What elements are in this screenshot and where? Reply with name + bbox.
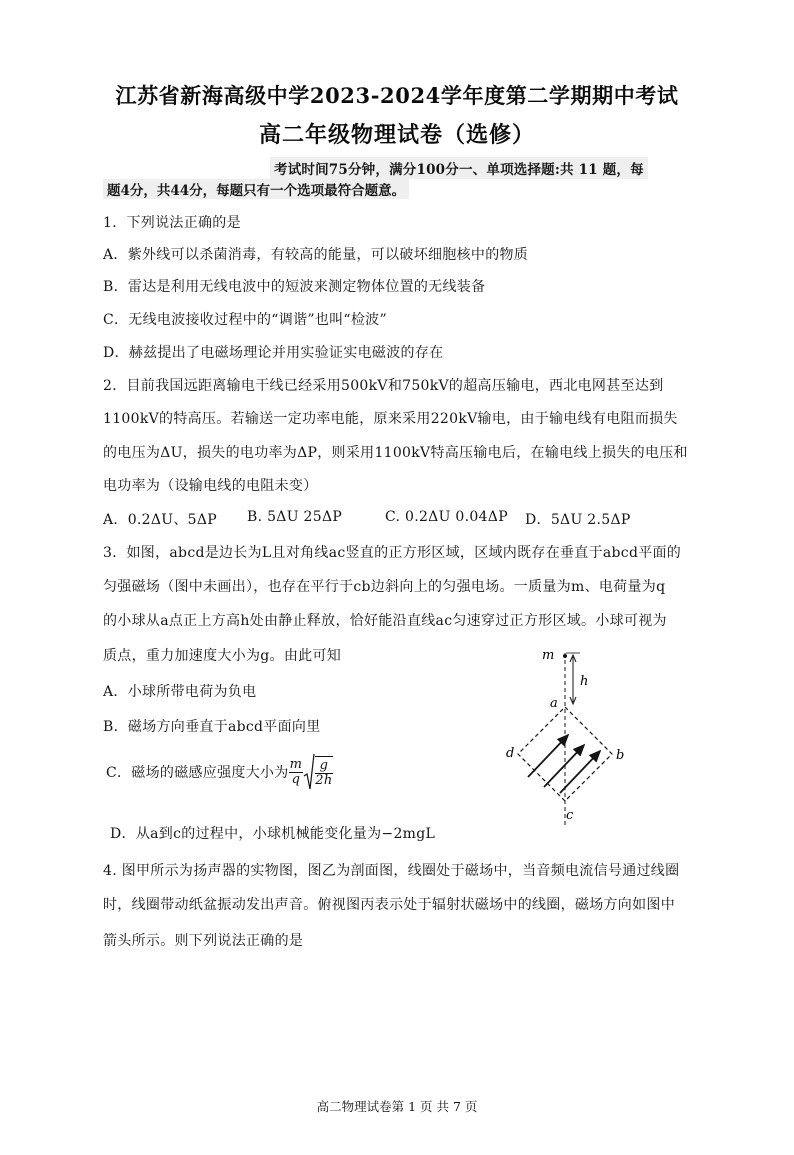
q1-option-c: C．无线电波接收过程中的“调谐”也叫“检波” — [103, 312, 387, 328]
q1-option-b: B．雷达是利用无线电波中的短波来测定物体位置的无线装备 — [103, 279, 486, 295]
q3-option-c — [106, 750, 333, 794]
q3-stem-line-3: 的小球从a点正上方高h处由静止释放，恰好能沿直线ac匀速穿过正方形区域。小球可视为 — [103, 613, 667, 629]
q2-option-a: A．0.2ΔU、5ΔP — [103, 512, 218, 528]
label-h: h — [580, 674, 589, 689]
q3-stem-line-2: 匀强磁场（图中未画出），也存在平行于cb边斜向上的匀强电场。一质量为m、电荷量为q — [103, 579, 666, 595]
g-over-2h-fraction — [315, 756, 332, 788]
exam-info-continued: 题4分，共44分，每题只有一个选项最符合题意。 — [103, 179, 409, 199]
label-a: a — [550, 696, 558, 711]
page-footer: 高二物理试卷第 1 页 共 7 页 — [316, 1099, 478, 1114]
fraction-denominator: 2h — [315, 773, 333, 788]
q3-stem-line-1: 3．如图，abcd是边长为L且对角线ac竖直的正方形区域，区域内既存在垂直于abcd平面的 — [103, 545, 682, 561]
mass-charge-fraction — [289, 758, 304, 787]
q3-figure-square-field — [500, 645, 630, 835]
q2-stem-line-3: 的电压为ΔU，损失的电功率为ΔP，则采用1100kV特高压输电后，在输电线上损失的电压和 — [103, 445, 688, 461]
exam-title: 江苏省新海高级中学2023-2024学年度第二学期期中考试 — [115, 83, 679, 108]
q3-stem-line-4: 质点，重力加速度大小为g。由此可知 — [103, 648, 342, 664]
q2-stem-line-1: 2．目前我国远距离输电干线已经采用500kV和750kV的超高压输电，西北电网甚至达到 — [103, 378, 664, 394]
q1-option-d: D．赫兹提出了电磁场理论并用实验证实电磁波的存在 — [103, 345, 444, 361]
label-d: d — [506, 746, 515, 761]
sqrt-sign-icon — [303, 752, 315, 792]
q3-option-b: B．磁场方向垂直于abcd平面向里 — [103, 719, 321, 735]
q4-stem-line-3: 箭头所示。则下列说法正确的是 — [103, 933, 304, 949]
q2-option-d: D．5ΔU 2.5ΔP — [525, 512, 631, 528]
label-m: m — [542, 648, 555, 663]
q3-option-d: D．从a到c的过程中，小球机械能变化量为−2mgL — [110, 826, 436, 842]
field-arrow — [544, 745, 584, 787]
q2-option-b: B. 5ΔU 25ΔP — [247, 509, 343, 525]
q3-option-a: A．小球所带电荷为负电 — [103, 684, 257, 700]
q4-stem-line-2: 时，线圈带动纸盆振动发出声音。俯视图丙表示处于辐射状磁场中的线圈，磁场方向如图中 — [103, 897, 675, 913]
q1-option-a: A．紫外线可以杀菌消毒，有较高的能量，可以破坏细胞核中的物质 — [103, 247, 529, 263]
q3-option-c-text: C．磁场的磁感应强度大小为 — [106, 765, 289, 781]
exam-info: 考试时间75分钟，满分100分一、单项选择题:共 11 题，每 — [270, 157, 648, 179]
fraction-denominator: q — [291, 771, 301, 787]
paper-title: 高二年级物理试卷（选修） — [258, 122, 535, 148]
field-arrow — [528, 735, 568, 777]
label-c: c — [566, 808, 574, 823]
q4-stem-line-1: 4. 图甲所示为扬声器的实物图，图乙为剖面图，线圈处于磁场中，当音频电流信号通过线圈 — [103, 863, 680, 879]
q2-stem-line-2: 1100kV的特高压。若输送一定功率电能，原来采用220kV输电，由于输电线有电阻而损失 — [103, 411, 678, 427]
ball-point — [563, 654, 567, 658]
fraction-numerator: m — [289, 756, 303, 772]
q1-stem: 1．下列说法正确的是 — [103, 215, 241, 231]
fraction-numerator: g — [315, 759, 332, 774]
q2-option-c: C. 0.2ΔU 0.04ΔP — [385, 509, 508, 525]
q2-stem-line-4: 电功率为（设输电线的电阻未变） — [103, 478, 318, 494]
label-b: b — [616, 748, 625, 763]
